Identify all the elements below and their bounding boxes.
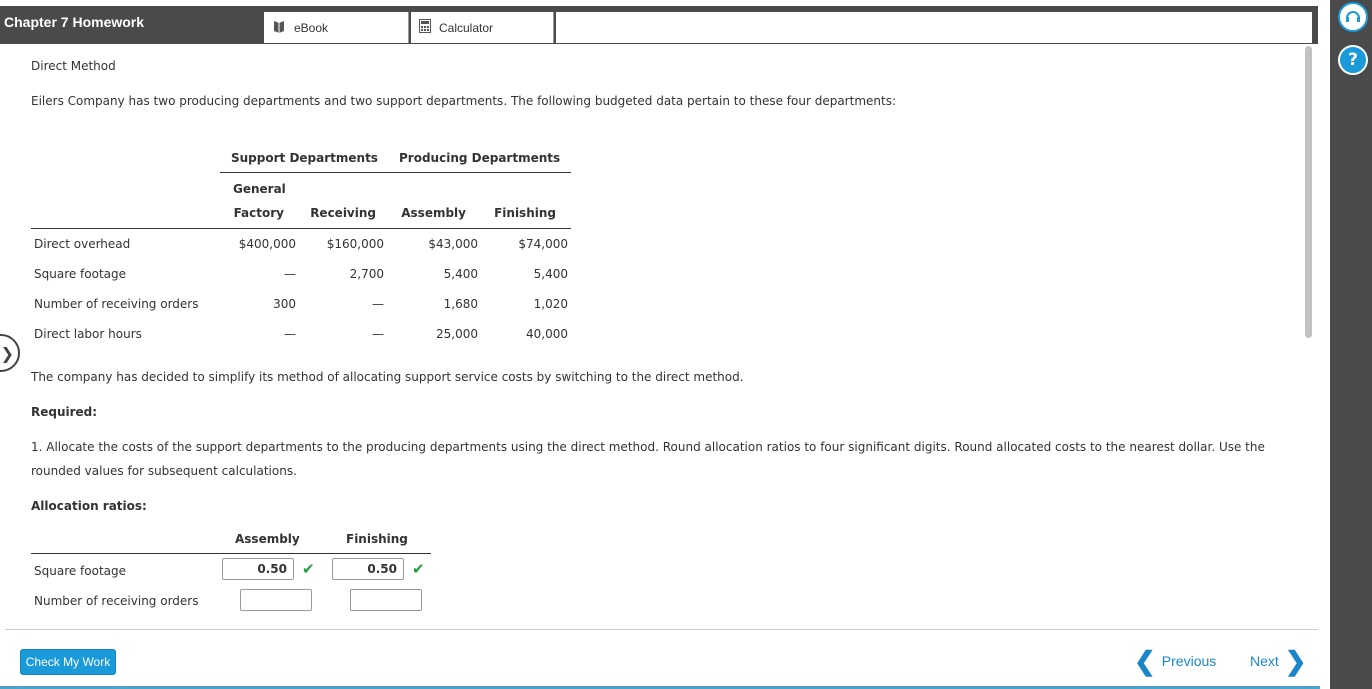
table-cell: — [284, 267, 296, 281]
allocation-ratios-label: Allocation ratios: [31, 499, 147, 513]
table-header-rule [31, 228, 571, 229]
chevron-right-icon: ❯ [0, 343, 14, 363]
col-header-assembly: Assembly [401, 206, 466, 220]
check-my-work-button[interactable]: Check My Work [20, 649, 116, 675]
receiving-orders-assembly-input[interactable] [240, 589, 312, 611]
intro-text: Eilers Company has two producing departments and two support departments. The following budgeted data pertain to these four departments: [31, 94, 896, 108]
row-label-direct-labor-hours: Direct labor hours [34, 327, 142, 341]
top-bar-filler [556, 12, 1312, 43]
row-label-direct-overhead: Direct overhead [34, 237, 131, 251]
tab-ebook[interactable] [264, 12, 409, 43]
ratios-header-rule [31, 553, 431, 554]
next-button[interactable] [1250, 646, 1307, 676]
table-cell: 5,400 [443, 267, 478, 281]
group-header-rule [220, 172, 571, 173]
previous-label: Previous [1161, 653, 1217, 669]
table-cell: 300 [273, 297, 296, 311]
square-footage-assembly-input[interactable]: 0.50 [222, 558, 294, 580]
group-header-producing: Producing Departments [399, 151, 561, 165]
check-mark-icon: ✔ [412, 560, 425, 578]
col-header-finishing: Finishing [494, 206, 556, 220]
previous-button[interactable] [1134, 646, 1216, 676]
table-cell: $400,000 [238, 237, 296, 251]
table-cell: — [372, 297, 384, 311]
right-rail [1330, 0, 1372, 689]
ratios-row-label-square-footage: Square footage [34, 564, 127, 578]
receiving-orders-finishing-input[interactable] [350, 589, 422, 611]
chevron-left-icon: ❮ [1134, 646, 1156, 676]
bottom-bar [5, 629, 1318, 687]
statement-text: The company has decided to simplify its method of allocating support service costs by switching to the direct method. [31, 370, 744, 384]
headset-icon[interactable] [1338, 2, 1368, 32]
calculator-icon [419, 19, 431, 36]
table-cell: 40,000 [526, 327, 568, 341]
check-mark-icon: ✔ [302, 560, 315, 578]
col-header-factory: Factory [233, 206, 284, 220]
table-cell: 5,400 [533, 267, 568, 281]
top-bar [0, 0, 1318, 44]
table-cell: $43,000 [428, 237, 478, 251]
square-footage-finishing-input[interactable]: 0.50 [332, 558, 404, 580]
table-cell: 25,000 [436, 327, 478, 341]
scrollbar-thumb[interactable] [1305, 46, 1312, 338]
help-icon[interactable]: ? [1338, 45, 1368, 75]
chevron-right-icon: ❯ [1284, 646, 1307, 676]
table-cell: $74,000 [518, 237, 568, 251]
table-cell: $160,000 [326, 237, 384, 251]
section-title: Direct Method [31, 59, 116, 73]
ratios-header-assembly: Assembly [235, 532, 300, 546]
next-label: Next [1250, 653, 1279, 669]
expand-panel-button[interactable] [0, 334, 20, 372]
ratios-header-finishing: Finishing [346, 532, 408, 546]
group-header-support: Support Departments [231, 151, 378, 165]
col-header-general: General [233, 182, 286, 196]
table-cell: 2,700 [349, 267, 384, 281]
tab-calculator-label: Calculator [439, 20, 494, 35]
ratios-row-label-receiving-orders: Number of receiving orders [34, 594, 199, 608]
question-line-2: rounded values for subsequent calculations. [31, 464, 297, 478]
row-label-receiving-orders: Number of receiving orders [34, 297, 199, 311]
col-header-receiving: Receiving [310, 206, 376, 220]
question-line-1: 1. Allocate the costs of the support departments to the producing departments using the direct method. Round allocation ratios to four significant digits. Round allocated costs to the nearest dollar. Use the [31, 440, 1265, 454]
table-cell: 1,020 [533, 297, 568, 311]
table-cell: — [372, 327, 384, 341]
assignment-title: Chapter 7 Homework [4, 14, 145, 30]
table-cell: — [284, 327, 296, 341]
row-label-square-footage: Square footage [34, 267, 127, 281]
required-label: Required: [31, 405, 98, 419]
ebook-icon [272, 19, 286, 36]
tab-ebook-label: eBook [294, 20, 329, 35]
table-cell: 1,680 [443, 297, 478, 311]
tab-calculator[interactable] [411, 12, 554, 43]
